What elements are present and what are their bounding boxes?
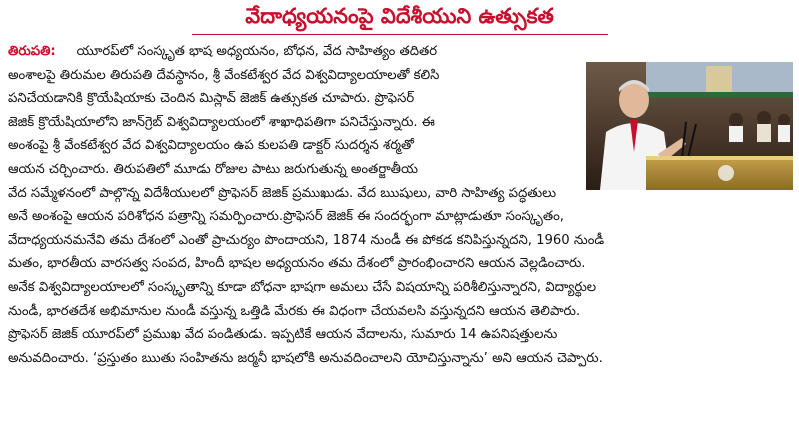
article-line-3: పనిచేయడానికి క్రొయేషియాకు చెందిన మిస్లావ్ జెజిక్ ఉత్సుకత చూపారు. ప్రొఫెసర్ (8, 91, 415, 107)
article-line-2: అంశాలపై తిరుమల తిరుపతి దేవస్థానం, శ్రీ వేంకటేశ్వర వేద విశ్వవిద్యాలయాలతో కలిసి (8, 67, 440, 83)
article-body (8, 40, 793, 370)
article-line-5: అంశంపై శ్రీ వేంకటేశ్వర వేద విశ్వవిద్యాలయం ఉప కులపతి డాక్టర్ సుదర్శన శర్మతో (8, 138, 414, 154)
article-line-9: వేదాధ్యయనమనేవి తమ దేశంలో ఎంతో ప్రాచుర్యం పొందాయని, 1874 నుండీ ఈ పోకడ కనిపిస్తున్నదని, 1960 నుండీ (8, 232, 605, 248)
article-line-1-text: యూరప్‌లో సంస్కృత భాష అధ్యయనం, బోధన, వేద సాహిత్యం తదితర (76, 44, 438, 59)
article-line-14: అనువదించారు. ‘ప్రస్తుతం ఋతు సంహితను జర్మనీ భాషలోకి అనువదించాలని యోచిస్తున్నాను’ అని ఆయన చెప్పారు. (8, 350, 603, 366)
article-line-8: అనే అంశంపై ఆయన పరిశోధన పత్రాన్ని సమర్పించారు.ప్రొఫెసర్ జెజిక్ ఈ సందర్భంగా మాట్లాడుతూ సంస్కృతం, (8, 209, 564, 225)
article-line-10: మతం, భారతీయ వారసత్వ సంపద, హిందీ భాషల అధ్యయనం తమ దేశంలో ప్రారంభించారని ఆయన వెల్లడించారు. (8, 256, 586, 272)
article-line-13: ప్రొఫెసర్ జెజిక్ యూరప్‌లో ప్రముఖ వేద పండితుడు. ఇప్పటికే ఆయన వేదాలను, సుమారు 14 ఉపనిషత్తులను (8, 327, 558, 343)
article-line-4: జెజిక్ క్రొయేషియాలోని జాన్‌గ్రెబ్ విశ్వవిద్యాలయంలో శాఖాధిపతిగా పనిచేస్తున్నారు. ఈ (8, 114, 435, 130)
speaker-photo-image (586, 62, 793, 190)
speaker-photo (586, 62, 793, 190)
article-line-12: నుండీ, భారతదేశ అభిమానుల నుండీ వస్తున్న ఒత్తిడి మేరకు ఈ విధంగా చేయవలసి వస్తున్నదని ఆయన తెలిపారు. (8, 303, 581, 319)
article-line-7: వేద సమ్మేళనంలో పాల్గొన్న విదేశీయులలో ప్రొఫెసర్ జెజిక్ ప్రముఖుడు. వేద ఋషులు, వారి సాహిత్య పద్ధతులు (8, 185, 557, 201)
article-line-11: అనేక విశ్వవిద్యాలయాలలో సంస్కృతాన్ని కూడా బోధనా భాషగా అమలు చేసే విషయాన్ని పరిశీలిస్తున్నారని, విద్యార్థుల (8, 279, 597, 295)
dateline: తిరుపతి: (8, 44, 56, 59)
article-headline: వేదాధ్యయనంపై విదేశీయుని ఉత్సుకత (245, 4, 554, 28)
headline-underline (192, 34, 608, 35)
article-line-1 (8, 40, 793, 64)
article-line-6: ఆయన చర్చించారు. తిరుపతిలో మూడు రోజుల పాటు జరుగుతున్న అంతర్జాతీయ (8, 161, 418, 177)
